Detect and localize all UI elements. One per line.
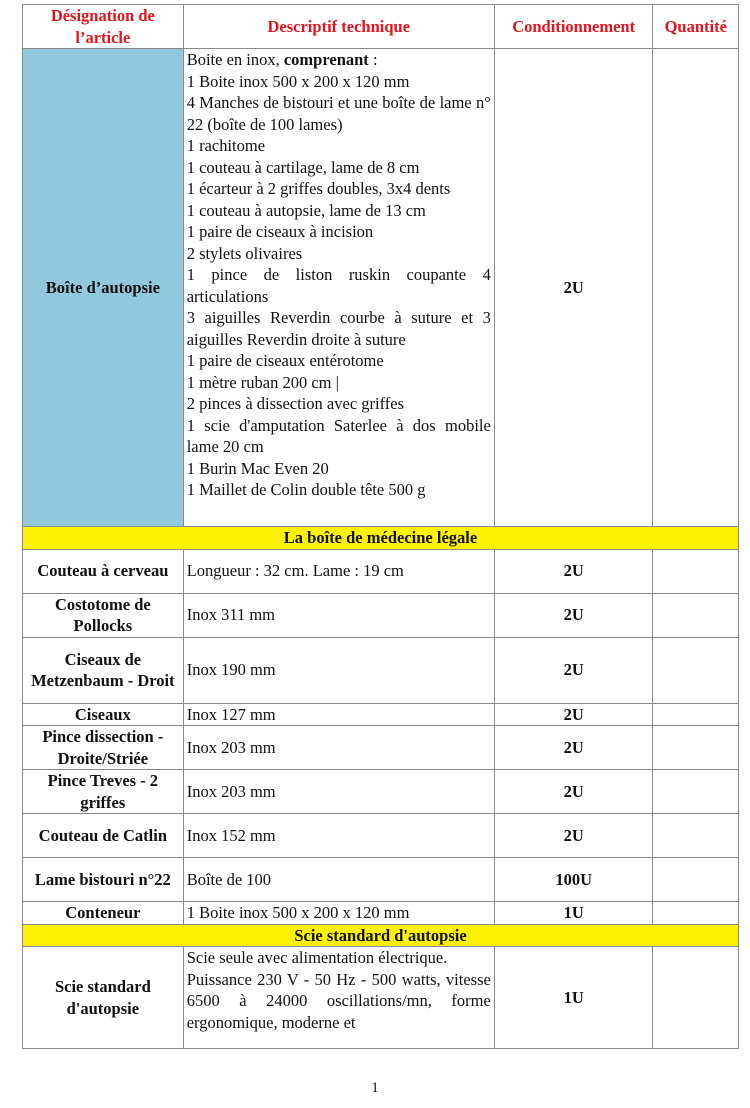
description-line: 1 Maillet de Colin double tête 500 g — [186, 480, 426, 499]
item-quantite — [653, 858, 739, 902]
item-name: Couteau de Catlin — [23, 814, 184, 858]
item-description: Inox 203 mm — [183, 726, 494, 770]
item-quantite — [653, 703, 739, 726]
description-line: 1 rachitome — [186, 136, 266, 155]
item-description: Inox 311 mm — [183, 593, 494, 637]
description-line: 1 pince de liston ruskin coupante 4 articulations — [186, 265, 491, 306]
header-quantite: Quantité — [653, 5, 739, 49]
table-row — [23, 549, 739, 593]
intro-prefix: Boite en inox, — [186, 50, 284, 69]
table-row — [23, 593, 739, 637]
item-name: Pince dissection - Droite/Striée — [23, 726, 184, 770]
item-quantite — [653, 902, 739, 925]
item-conditionnement: 2U — [494, 637, 653, 703]
item-name: Couteau à cerveau — [23, 549, 184, 593]
description-line: 1 écarteur à 2 griffes doubles, 3x4 dents — [186, 179, 451, 198]
item-quantite — [653, 49, 739, 527]
item-quantite — [653, 726, 739, 770]
description-line: 1 paire de ciseaux entérotome — [186, 351, 384, 370]
item-name: Costotome de Pollocks — [23, 593, 184, 637]
description-line: 1 scie d'amputation Saterlee à dos mobile lame 20 cm — [186, 415, 491, 456]
item-conditionnement: 2U — [494, 770, 653, 814]
item-description: Inox 203 mm — [183, 770, 494, 814]
section-title: La boîte de médecine légale — [23, 527, 739, 550]
description-line: Puissance 230 V - 50 Hz - 500 watts, vitesse 6500 à 24000 oscillations/mn, forme ergonomique, moderne et — [186, 969, 491, 1032]
items-body — [23, 549, 739, 924]
description-line: Scie seule avec alimentation électrique. — [186, 948, 448, 967]
description-line: 1 Burin Mac Even 20 — [186, 458, 329, 478]
table-row — [23, 858, 739, 902]
description-line: 1 mètre ruban 200 cm | — [186, 372, 339, 392]
item-quantite — [653, 814, 739, 858]
table-row — [23, 814, 739, 858]
item-quantite — [653, 593, 739, 637]
description-line: 1 couteau à cartilage, lame de 8 cm — [186, 157, 420, 177]
item-description: Inox 190 mm — [183, 637, 494, 703]
table-row — [23, 770, 739, 814]
item-description: 1 Boite inox 500 x 200 x 120 mm — [183, 902, 494, 925]
table-row-boite-autopsie — [23, 49, 739, 527]
item-conditionnement: 2U — [494, 814, 653, 858]
item-conditionnement: 1U — [494, 947, 653, 1049]
section-row-scie — [23, 924, 739, 947]
table-row — [23, 902, 739, 925]
item-description: Longueur : 32 cm. Lame : 19 cm — [183, 549, 494, 593]
description-line: 2 stylets olivaires — [186, 243, 303, 263]
item-description: Inox 127 mm — [183, 703, 494, 726]
table-row — [23, 726, 739, 770]
item-quantite — [653, 947, 739, 1049]
item-description — [183, 947, 494, 1049]
section-title: Scie standard d'autopsie — [23, 924, 739, 947]
description-line: 1 couteau à autopsie, lame de 13 cm — [186, 200, 426, 220]
item-name: Ciseaux — [23, 703, 184, 726]
description-list — [187, 49, 491, 526]
item-description — [183, 49, 494, 527]
header-descriptif: Descriptif technique — [183, 5, 494, 49]
item-quantite — [653, 770, 739, 814]
table-row — [23, 703, 739, 726]
item-name: Ciseaux de Metzenbaum - Droit — [23, 637, 184, 703]
description-line: 2 pinces à dissection avec griffes — [186, 394, 405, 413]
equipment-table — [22, 4, 739, 1049]
intro-bold: comprenant — [283, 50, 369, 69]
item-quantite — [653, 549, 739, 593]
description-line: 4 Manches de bistouri et une boîte de lame n° 22 (boîte de 100 lames) — [186, 93, 491, 134]
item-conditionnement: 2U — [494, 593, 653, 637]
item-conditionnement: 1U — [494, 902, 653, 925]
description-intro — [187, 49, 491, 71]
item-conditionnement: 2U — [494, 49, 653, 527]
header-conditionnement: Conditionnement — [494, 5, 653, 49]
header-designation: Désignation de l’article — [23, 5, 184, 49]
table-header-row — [23, 5, 739, 49]
item-name: Conteneur — [23, 902, 184, 925]
description-line: 1 paire de ciseaux à incision — [186, 222, 374, 241]
intro-suffix: : — [368, 50, 378, 69]
item-name: Scie standard d'autopsie — [23, 947, 184, 1049]
table-row — [23, 637, 739, 703]
description-line: 3 aiguilles Reverdin courbe à suture et 3 aiguilles Reverdin droite à suture — [186, 308, 491, 349]
item-conditionnement: 2U — [494, 549, 653, 593]
item-description: Inox 152 mm — [183, 814, 494, 858]
item-name: Boîte d’autopsie — [23, 49, 184, 527]
item-conditionnement: 2U — [494, 726, 653, 770]
page-number: 1 — [371, 1080, 379, 1096]
item-description: Boîte de 100 — [183, 858, 494, 902]
item-name: Pince Treves - 2 griffes — [23, 770, 184, 814]
description-list — [187, 947, 491, 1048]
description-line: 1 Boite inox 500 x 200 x 120 mm — [186, 71, 410, 91]
item-name: Lame bistouri n°22 — [23, 858, 184, 902]
item-conditionnement: 2U — [494, 703, 653, 726]
table-row-scie — [23, 947, 739, 1049]
item-conditionnement: 100U — [494, 858, 653, 902]
section-row-medecine — [23, 527, 739, 550]
item-quantite — [653, 637, 739, 703]
